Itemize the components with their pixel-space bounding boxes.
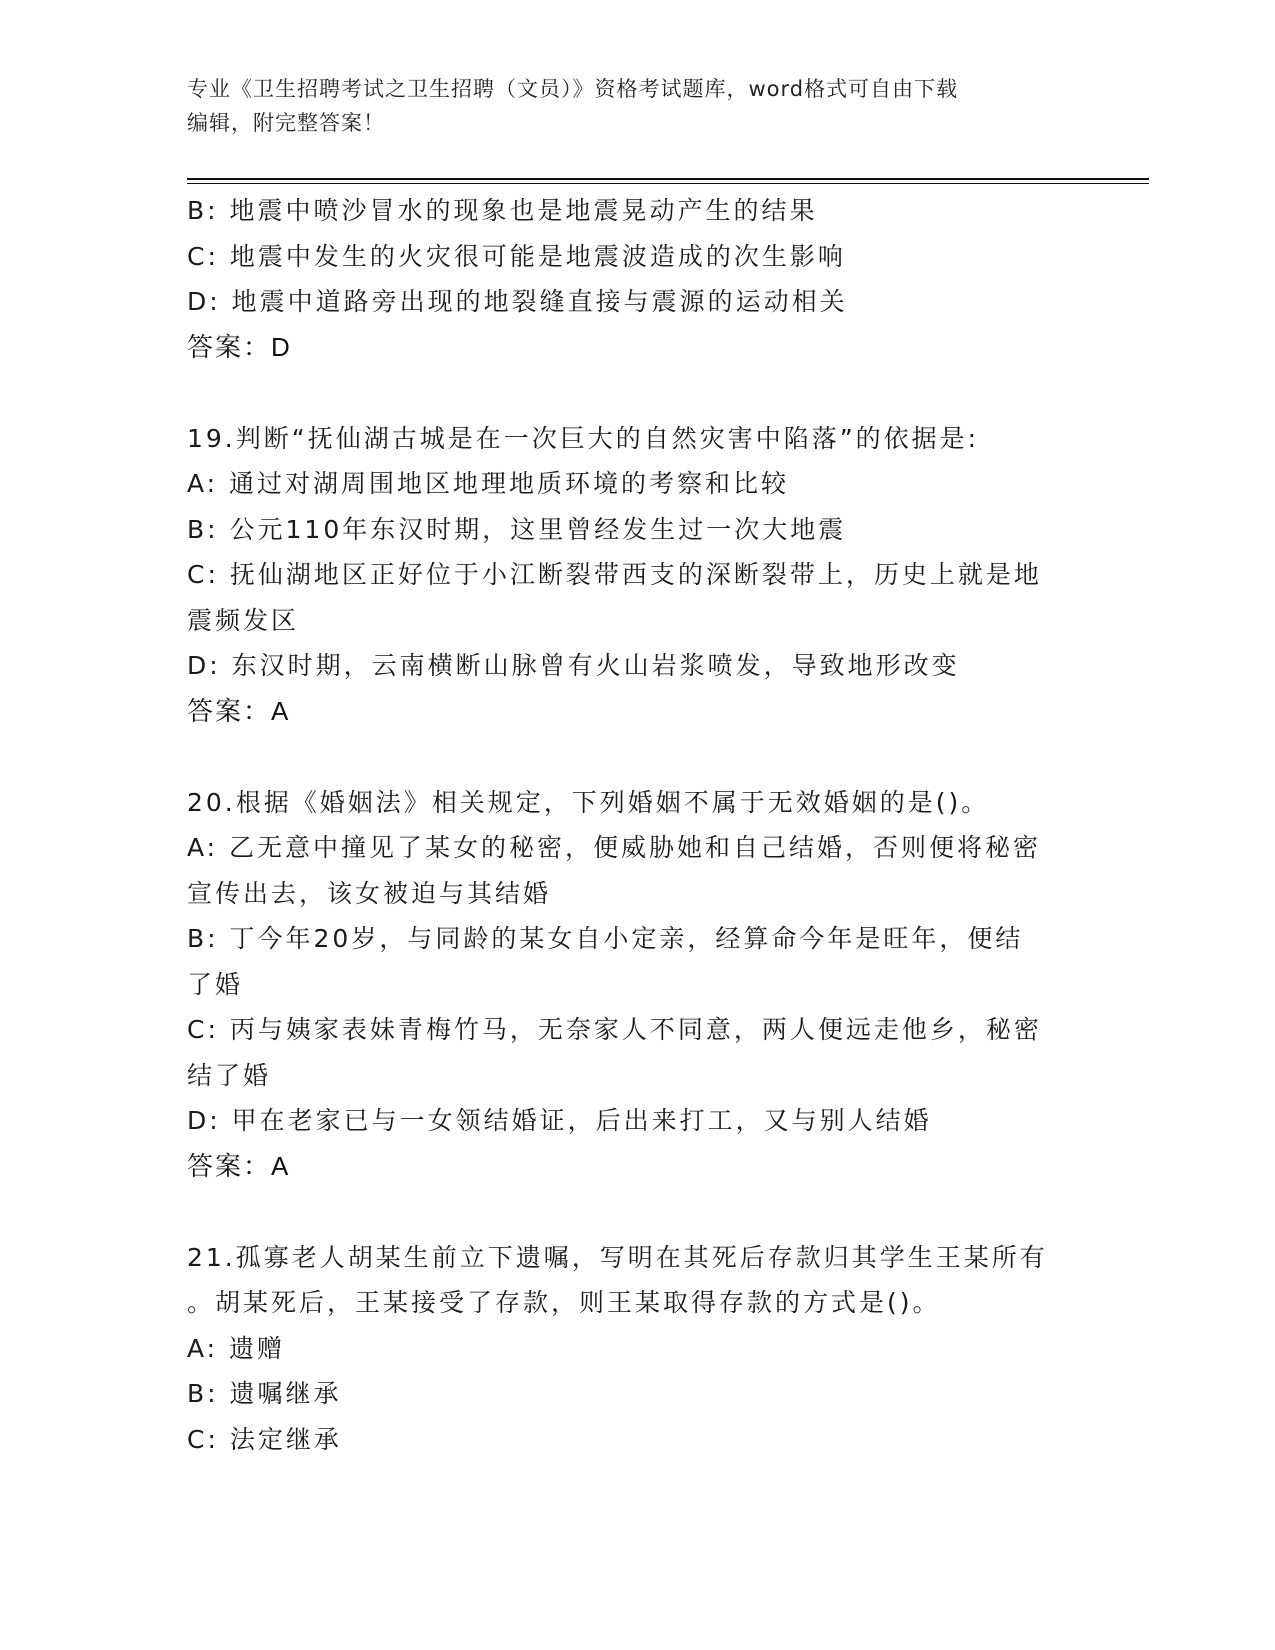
q20-option-c-line-2: 结了婚 [187, 1060, 272, 1090]
q19-option-d: D: 东汉时期，云南横断山脉曾有火山岩浆喷发，导致地形改变 [187, 651, 960, 680]
q21-option-c: C: 法定继承 [187, 1424, 342, 1454]
header-divider-thick [187, 178, 1149, 180]
q20-option-c-line-1: C: 丙与姨家表妹青梅竹马，无奈家人不同意，两人便远走他乡，秘密 [187, 1015, 1042, 1044]
q19-option-a: A: 通过对湖周围地区地理地质环境的考察和比较 [187, 469, 790, 498]
header-line-1: 专业《卫生招聘考试之卫生招聘（文员）》资格考试题库，word格式可自由下载 [187, 77, 959, 101]
q18-option-c: C: 地震中发生的火灾很可能是地震波造成的次生影响 [187, 241, 846, 271]
q19-stem: 19.判断“抚仙湖古城是在一次巨大的自然灾害中陷落”的依据是: [187, 423, 980, 453]
q21-stem-line-2: 。胡某死后，王某接受了存款，则王某取得存款的方式是()。 [187, 1288, 941, 1317]
document-header [187, 72, 1077, 140]
q20-option-b-line-1: B: 丁今年20岁，与同龄的某女自小定亲，经算命今年是旺年，便结 [187, 924, 1024, 953]
question-18-tail [187, 188, 1087, 370]
q21-stem-line-1: 21.孤寡老人胡某生前立下遗嘱，写明在其死后存款归其学生王某所有 [187, 1242, 1048, 1272]
q20-option-b-line-2: 了婚 [187, 969, 244, 999]
q18-option-b: B: 地震中喷沙冒水的现象也是地震晃动产生的结果 [187, 196, 818, 225]
spacer [187, 1189, 1087, 1235]
spacer [187, 734, 1087, 780]
q21-option-a: A: 遗赠 [187, 1333, 286, 1363]
q20-option-d: D: 甲在老家已与一女领结婚证，后出来打工，又与别人结婚 [187, 1106, 932, 1135]
spacer [187, 370, 1087, 416]
q21-option-b: B: 遗嘱继承 [187, 1379, 342, 1408]
q19-option-c-line-2: 震频发区 [187, 605, 300, 635]
q20-option-a-line-2: 宣传出去，该女被迫与其结婚 [187, 878, 552, 908]
question-21 [187, 1235, 1087, 1463]
q19-option-c-line-1: C: 抚仙湖地区正好位于小江断裂带西支的深断裂带上，历史上就是地 [187, 560, 1042, 589]
q19-answer: 答案：A [187, 695, 291, 726]
q20-option-a-line-1: A: 乙无意中撞见了某女的秘密，便威胁她和自己结婚，否则便将秘密 [187, 833, 1042, 862]
question-list [187, 188, 1087, 1462]
q20-answer: 答案：A [187, 1150, 291, 1181]
question-20 [187, 780, 1087, 1190]
q18-answer: 答案：D [187, 331, 292, 362]
header-divider-thin [187, 183, 1149, 184]
q20-stem: 20.根据《婚姻法》相关规定，下列婚姻不属于无效婚姻的是()。 [187, 787, 990, 817]
header-line-2: 编辑，附完整答案！ [187, 111, 385, 135]
q19-option-b: B: 公元110年东汉时期，这里曾经发生过一次大地震 [187, 514, 847, 544]
question-19 [187, 416, 1087, 735]
q18-option-d: D: 地震中道路旁出现的地裂缝直接与震源的运动相关 [187, 287, 848, 316]
